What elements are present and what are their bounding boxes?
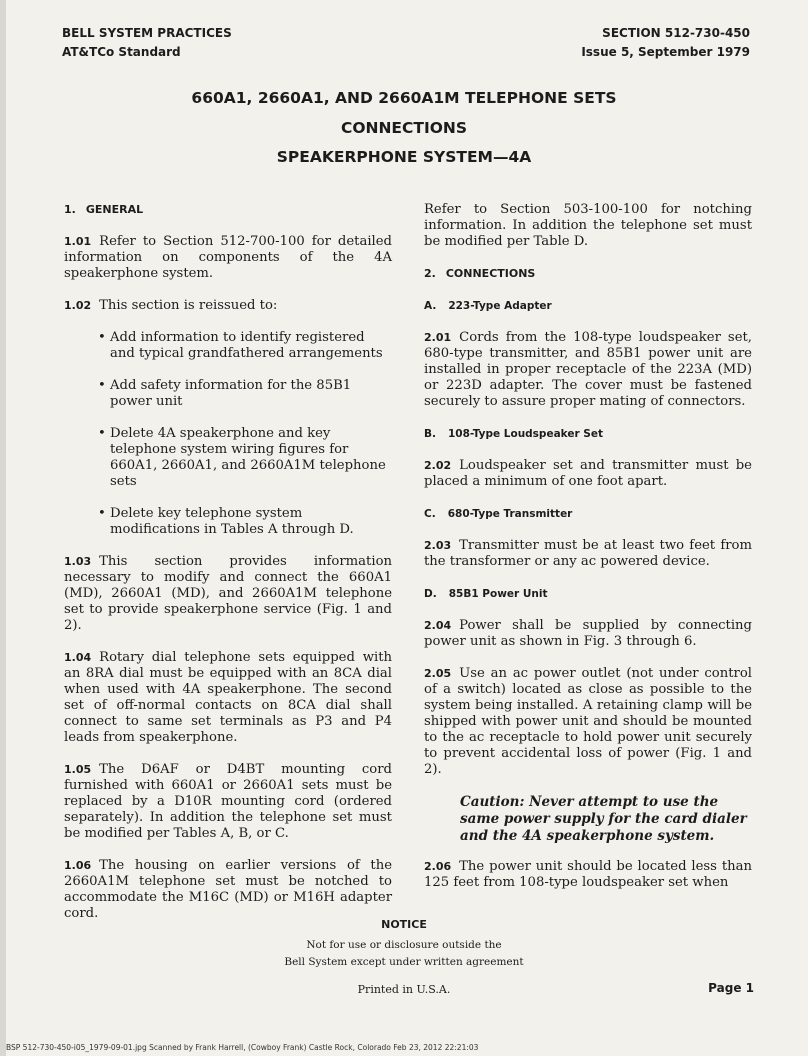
- scan-info: BSP 512-730-450-i05_1979-09-01.jpg Scanned by Frank Harrell, (Cowboy Frank) Castle Rock, Colorado Feb 23, 2012 22:21:03: [6, 1043, 479, 1052]
- header-bsp: BELL SYSTEM PRACTICES: [62, 26, 232, 40]
- heading-general: 1. GENERAL: [64, 203, 144, 216]
- subheading-transmitter: C. 680-Type Transmitter: [424, 508, 573, 520]
- header-left: [62, 24, 232, 62]
- title-connections: CONNECTIONS: [340, 119, 468, 137]
- bullet-icon: •: [98, 506, 106, 521]
- notice-line-1: Not for use or disclosure outside the: [306, 939, 502, 951]
- reissue-list: [64, 330, 392, 538]
- paragraph-1-05: 1.05 The D6AF or D4BT mounting cord furnished with 660A1 or 2660A1 sets must be replaced by a D10R mounting cord (ordered separately). In addition the telephone set must be modified per Tables A, B, or C.: [64, 762, 392, 841]
- list-item: • Add safety information for the 85B1 power unit: [98, 378, 352, 409]
- paragraph-2-04: 2.04 Power shall be supplied by connecting power unit as shown in Fig. 3 through 6.: [424, 618, 752, 649]
- printed-in: Printed in U.S.A.: [357, 983, 451, 996]
- page-number: Page 1: [708, 981, 754, 995]
- notice-line-2: Bell System except under written agreement: [284, 956, 524, 968]
- list-item: • Delete 4A speakerphone and key telephone system wiring figures for 660A1, 2660A1, and 2660A1M telephone sets: [98, 426, 386, 489]
- title-speakerphone: SPEAKERPHONE SYSTEM—4A: [276, 148, 532, 166]
- paragraph-1-04: 1.04 Rotary dial telephone sets equipped with an 8RA dial must be equipped with an 8CA dial when used with 4A speakerphone. The second set of off-normal contacts on 8CA dial shall connect to same set terminals as P3 and P4 leads from speakerphone.: [64, 650, 392, 745]
- notice-block: [0, 918, 808, 971]
- header-right: [581, 24, 750, 62]
- list-item: • Delete key telephone system modifications in Tables A through D.: [98, 506, 354, 537]
- bullet-icon: •: [98, 426, 106, 441]
- paragraph-1-03: 1.03 This section provides information necessary to modify and connect the 660A1 (MD), 2660A1 (MD), and 2660A1M telephone set to provide speakerphone service (Fig. 1 and 2).: [64, 554, 392, 633]
- right-column: [424, 202, 752, 907]
- list-item: • Add information to identify registered and typical grandfathered arrangements: [98, 330, 383, 361]
- notice-title: NOTICE: [381, 918, 427, 931]
- header-standard: AT&TCo Standard: [62, 45, 181, 59]
- subheading-adapter: A. 223-Type Adapter: [424, 300, 552, 312]
- paragraph-1-01: 1.01 Refer to Section 512-700-100 for detailed information on components of the 4A speakerphone system.: [64, 234, 392, 281]
- paragraph-2-05: 2.05 Use an ac power outlet (not under control of a switch) located as close as possible to the system being installed. A retaining clamp will be shipped with power unit and should be mounted to the ac receptacle to hold power unit securely to prevent accidental loss of power (Fig. 1 and 2).: [424, 666, 752, 777]
- paragraph-2-01: 2.01 Cords from the 108-type loudspeaker set, 680-type transmitter, and 85B1 power unit are installed in proper receptacle of the 223A (MD) or 223D adapter. The cover must be fastened securely to assure proper mating of connectors.: [424, 330, 752, 409]
- header-issue: Issue 5, September 1979: [581, 45, 750, 59]
- title-main: 660A1, 2660A1, AND 2660A1M TELEPHONE SETS: [191, 89, 617, 107]
- subheading-loudspeaker: B. 108-Type Loudspeaker Set: [424, 428, 604, 440]
- header-section: SECTION 512-730-450: [602, 26, 750, 40]
- subheading-power-unit: D. 85B1 Power Unit: [424, 588, 548, 600]
- paragraph-2-03: 2.03 Transmitter must be at least two feet from the transformer or any ac powered device.: [424, 538, 752, 569]
- paragraph-1-06: 1.06 The housing on earlier versions of the 2660A1M telephone set must be notched to accommodate the M16C (MD) or M16H adapter cord.: [64, 858, 392, 921]
- paragraph-2-06: 2.06 The power unit should be located less than 125 feet from 108-type loudspeaker set when: [424, 859, 752, 890]
- heading-connections: 2. CONNECTIONS: [424, 267, 536, 280]
- left-column: [64, 202, 392, 938]
- paragraph-2-02: 2.02 Loudspeaker set and transmitter must be placed a minimum of one foot apart.: [424, 458, 752, 489]
- paragraph-continued: Refer to Section 503-100-100 for notching information. In addition the telephone set must be modified per Table D.: [424, 202, 752, 249]
- paragraph-1-02: 1.02 This section is reissued to:: [64, 298, 278, 313]
- title-block: [0, 88, 808, 166]
- bullet-icon: •: [98, 378, 106, 393]
- bullet-icon: •: [98, 330, 106, 345]
- caution-note: Caution: Never attempt to use the same power supply for the card dialer and the 4A speakerphone system.: [460, 794, 747, 844]
